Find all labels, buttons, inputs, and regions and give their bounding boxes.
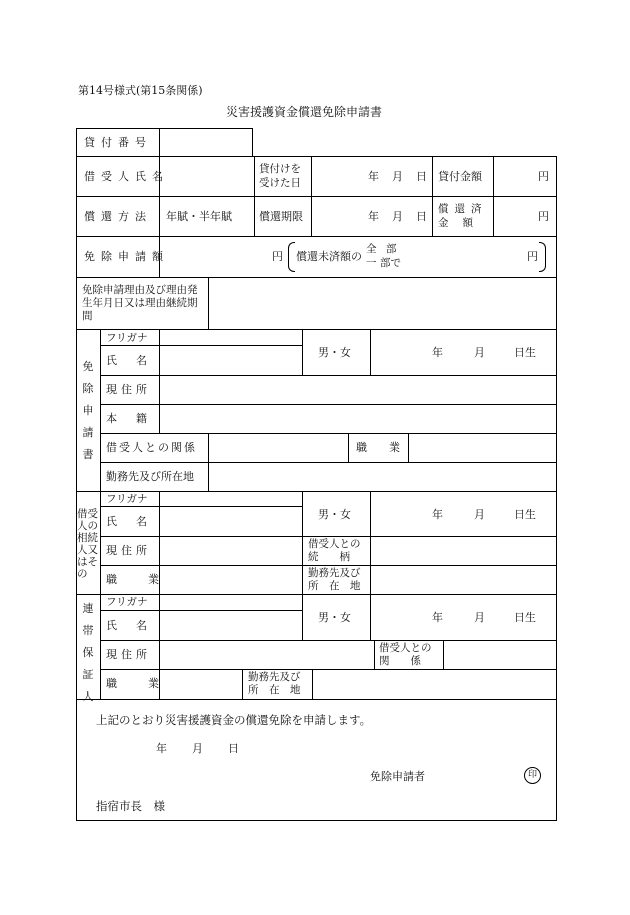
guarantor-row-address — [100, 669, 556, 670]
applicant-section-bottom — [76, 491, 556, 492]
guarantor-relation-label-2: 関 係 — [379, 655, 421, 667]
col-line-mid — [254, 156, 255, 236]
loan-amount-label: 貸付金額 — [438, 170, 482, 183]
guarantor-row-name — [100, 640, 556, 641]
successor-row-address — [100, 565, 556, 566]
successor-relation-label-2: 続 柄 — [308, 551, 350, 563]
guarantor-address-label: 現住所 — [106, 648, 151, 661]
row-line-2 — [76, 196, 556, 197]
repaid-yen: 円 — [538, 210, 549, 223]
guarantor-birth-year: 年 — [432, 611, 443, 624]
col-line-number-end — [252, 128, 253, 156]
applicant-gender: 男・女 — [318, 346, 351, 359]
applicant-birth-day: 日生 — [514, 346, 536, 359]
applicant-birth-month: 月 — [474, 346, 485, 359]
successor-occupation-label: 職 業 — [106, 573, 169, 586]
applicant-name-label: 氏 名 — [106, 354, 151, 367]
repay-period-year: 年 — [368, 210, 379, 223]
guarantor-gender-right — [370, 594, 371, 640]
application-date-month: 月 — [192, 742, 203, 755]
applicant-col-1 — [100, 329, 101, 491]
repay-period-day: 日 — [416, 210, 427, 223]
repay-method-value: 年賦・半年賦 — [166, 210, 232, 223]
successor-address-label: 現住所 — [106, 544, 151, 557]
applicant-occupation-label: 職 業 — [356, 441, 400, 454]
successor-section-label: 借受人の相続人又はその — [77, 508, 98, 580]
successor-gender: 男・女 — [318, 508, 351, 521]
applicant-signature-label: 免除申請者 — [370, 770, 425, 783]
applicant-row-domicile — [100, 433, 556, 434]
frame-left — [76, 128, 77, 821]
repaid-label-2: 金額 — [438, 217, 487, 229]
applicant-occupation-right — [408, 433, 409, 462]
applicant-birth-year: 年 — [432, 346, 443, 359]
guarantor-birth-month: 月 — [474, 611, 485, 624]
guarantor-workplace-right — [312, 669, 313, 699]
col-line-reason-label — [208, 277, 209, 329]
loan-date-month: 月 — [392, 170, 403, 183]
frame-top-left — [76, 128, 252, 129]
successor-section-bottom — [76, 594, 556, 595]
applicant-row-name — [100, 375, 556, 376]
row-line-5 — [76, 329, 556, 330]
guarantor-workplace-left — [242, 669, 243, 699]
successor-workplace-label-1: 勤務先及び — [308, 567, 361, 579]
applicant-occupation-left — [348, 433, 349, 462]
col-line-date-label — [311, 156, 312, 236]
applicant-address-label: 現住所 — [106, 383, 151, 396]
repay-method-label: 償還方法 — [84, 210, 152, 223]
applicant-section-label: 免除申請書 — [82, 360, 94, 461]
successor-birth-day: 日生 — [514, 508, 536, 521]
col-line-amount-label — [432, 156, 433, 236]
successor-row-name — [100, 536, 556, 537]
unpaid-bracket-left — [288, 242, 295, 272]
applicant-furigana-label: フリガナ — [106, 332, 148, 344]
form-number: 第14号様式(第15条関係) — [78, 84, 203, 97]
guarantor-relation-left — [374, 640, 375, 669]
loan-amount-yen: 円 — [538, 170, 549, 183]
application-date-day: 日 — [228, 742, 239, 755]
guarantor-birth-day: 日生 — [514, 611, 536, 624]
successor-name-label: 氏 名 — [106, 515, 151, 528]
frame-bottom — [76, 820, 556, 821]
successor-gender-left — [302, 491, 303, 594]
one-part-2: 部で — [380, 257, 401, 269]
exempt-reason-label: 免除申請理由及び理由発生年月日又は理由継続期間 — [82, 284, 198, 322]
repay-period-label: 償還期限 — [259, 210, 303, 223]
guarantor-relation-label-1: 借受人との — [379, 642, 432, 654]
loan-date-label-2: 受けた日 — [259, 177, 301, 189]
successor-relation-label-1: 借受人との — [308, 538, 361, 550]
addressee: 指宿市長 様 — [96, 799, 165, 813]
guarantor-workplace-label-1: 勤務先及び — [248, 671, 301, 683]
loan-date-day: 日 — [416, 170, 427, 183]
loan-date-label-1: 貸付けを — [259, 163, 301, 175]
loan-number-label: 貸付番号 — [84, 136, 152, 149]
all-part-1: 全 — [366, 243, 377, 255]
frame-right — [556, 156, 557, 821]
guarantor-name-label: 氏 名 — [106, 619, 151, 632]
guarantor-gender: 男・女 — [318, 611, 351, 624]
applicant-relation-col — [208, 433, 209, 491]
successor-gender-right — [370, 491, 371, 594]
row-line-3 — [76, 236, 556, 237]
successor-birth-month: 月 — [474, 508, 485, 521]
unpaid-amount-label: 償還未済額の — [296, 250, 362, 263]
successor-workplace-label-2: 所 在 地 — [308, 580, 361, 592]
guarantor-furigana-label: フリガナ — [106, 596, 148, 608]
successor-furigana-label: フリガナ — [106, 493, 148, 505]
all-part-2: 部 — [386, 243, 397, 255]
unpaid-yen: 円 — [527, 250, 538, 263]
applicant-row-relation — [100, 462, 556, 463]
guarantor-section-bottom — [76, 699, 556, 700]
application-date-year: 年 — [156, 742, 167, 755]
application-statement: 上記のとおり災害援護資金の償還免除を申請します。 — [96, 713, 372, 727]
successor-row-furigana — [100, 506, 302, 507]
applicant-gender-left — [302, 329, 303, 375]
loan-date-year: 年 — [368, 170, 379, 183]
guarantor-gender-left — [302, 594, 303, 640]
applicant-label-col — [159, 329, 160, 433]
guarantor-workplace-label-2: 所 在 地 — [248, 684, 301, 696]
row-line-1 — [76, 156, 556, 157]
row-line-4 — [76, 277, 556, 278]
applicant-gender-right — [370, 329, 371, 375]
col-line-amount — [493, 156, 494, 236]
applicant-row-address — [100, 404, 556, 405]
one-part-1: 一 — [366, 257, 377, 269]
unpaid-bracket-right — [539, 242, 546, 272]
repay-period-month: 月 — [392, 210, 403, 223]
exempt-amount-yen: 円 — [272, 250, 283, 263]
applicant-workplace-label: 勤務先及び所在地 — [106, 470, 194, 483]
seal-mark: 印 — [524, 767, 541, 784]
guarantor-section-label: 連帯保証人 — [82, 602, 94, 703]
borrower-name-label: 借受人氏名 — [84, 170, 169, 183]
guarantor-occupation-label: 職 業 — [106, 677, 169, 690]
repaid-label-1: 償還済 — [438, 203, 488, 215]
form-title: 災害援護資金償還免除申請書 — [226, 105, 383, 119]
successor-birth-year: 年 — [432, 508, 443, 521]
exempt-amount-label: 免除申請額 — [84, 250, 169, 263]
applicant-row-furigana — [100, 345, 302, 346]
guarantor-relation-right — [443, 640, 444, 669]
applicant-relation-label: 借受人との関係 — [106, 441, 197, 454]
guarantor-row-furigana — [100, 610, 302, 611]
applicant-domicile-label: 本 籍 — [106, 412, 151, 425]
